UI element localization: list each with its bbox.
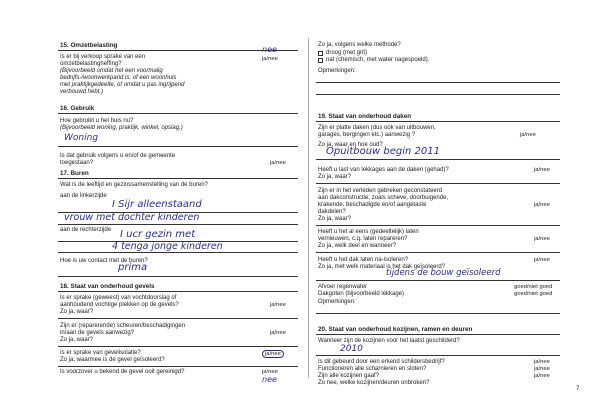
- s18-question: aanhoudend vochtige plekken op de gevels?: [60, 302, 179, 308]
- s15-handwritten-answer: nee: [262, 45, 277, 54]
- s19-question: Afvoer regenwater: [318, 284, 368, 290]
- s19-handwritten-answer: tijdens de bouw geïsoleerd: [386, 268, 501, 278]
- section-16-title: 16. Gebruik: [60, 105, 95, 112]
- s15-ja-nee: ja/nee: [262, 56, 278, 62]
- s19-ja-nee: ja/nee: [520, 132, 536, 138]
- section-20-title: 20. Staat van onderhoud kozijnen, ramen en deuren: [318, 326, 473, 333]
- s19-question: Zo ja, waar en hoe oud?: [318, 142, 383, 148]
- s19-ja-nee: ja/nee: [534, 202, 550, 208]
- answer-line: [316, 183, 560, 184]
- s18-question: Zo ja, waarmee is de gevel geïsoleerd?: [60, 357, 165, 363]
- section-16-rule: [58, 113, 298, 114]
- s18-question: Zijn er (reparerende) scheuren/beschadigingen: [60, 323, 186, 329]
- s19-ja-nee: ja/nee: [534, 257, 550, 263]
- s19-question: Heeft u het dak laten na-isoleren?: [318, 257, 409, 263]
- answer-line: [316, 225, 560, 226]
- s16-question: (Bijvoorbeeld woning, praktijk, winkel, opslag.): [60, 125, 183, 131]
- s19-question: krakende, beschadigde en/of aangetaste: [318, 202, 427, 208]
- section-19-rule: [316, 121, 560, 122]
- r-option: nat (chemisch, met water nagespoeld).: [326, 57, 430, 63]
- answer-line: [316, 280, 560, 281]
- answer-line: [316, 159, 560, 160]
- answer-line: [316, 94, 560, 95]
- s20-question: Functioneren alle scharnieren en sloten?: [318, 366, 427, 372]
- r-remarks-label: Opmerkingen:: [318, 299, 356, 305]
- s19-ja-nee: ja/nee: [534, 167, 550, 173]
- s18-ja-nee: ja/nee: [262, 369, 278, 375]
- page-number: 7: [576, 386, 580, 392]
- s18-ja-nee: ja/nee: [270, 330, 286, 336]
- s20-question: Wanneer zijn de kozijnen voor het laatst geschilderd?: [318, 338, 460, 344]
- answer-line: [316, 252, 560, 253]
- s18-question: Zo ja, waar?: [60, 309, 94, 315]
- answer-line: [58, 146, 298, 147]
- s19-question: Zo ja, welk deel en wanneer?: [318, 243, 397, 249]
- answer-line: [58, 224, 298, 225]
- s19-question: dakdelen?: [318, 209, 346, 215]
- section-19-title: 19. Staat van onderhoud daken: [318, 113, 412, 120]
- s17-question: Hoe is uw contact met de buren?: [60, 258, 148, 264]
- s20-ja-nee: ja/nee: [534, 373, 550, 379]
- answer-line: [316, 313, 560, 314]
- s20-question: Zo nee, welke kozijnen/deuren onbroken?: [318, 380, 430, 386]
- s20-question: Is dit gebeurd door een erkend schildersbedrijf?: [318, 359, 445, 365]
- answer-line: [58, 346, 298, 347]
- checkbox-nat[interactable]: [318, 58, 323, 63]
- s18-ja-nee: ja/nee: [262, 350, 284, 358]
- s19-question: Zijn er platte daken (dus ook van uitbouwen,: [318, 125, 436, 131]
- s17-handwritten-answer: I Sijr alleenstaand: [112, 199, 202, 210]
- s19-good-notgood: goed/niet goed: [514, 291, 553, 297]
- column-divider: [308, 38, 309, 378]
- s16-question: Is dat gebruik volgens u en/of de gemeente: [60, 153, 176, 159]
- s15-question: Is er bij verkoop sprake van een: [60, 54, 146, 60]
- s18-ja-nee: ja/nee: [270, 302, 286, 308]
- s19-question: Zo ja, waar?: [318, 174, 352, 180]
- s15-question: bedrijfs-/woonwerkpand is, of een woonhuis: [60, 75, 177, 81]
- section-18-rule: [58, 291, 298, 292]
- s19-question: Heeft u last van lekkages aan de daken (gehad)?: [318, 167, 449, 173]
- s19-question: Zijn er in het verleden gebreken geconstateerd: [318, 188, 443, 194]
- s19-question: aan dakconstructie, zoals scheve, doorbuigende,: [318, 195, 449, 201]
- s17-handwritten-answer: I ucr gezin met: [120, 229, 196, 240]
- s19-question: garages, bergingen etc.) aanwezig ?: [318, 132, 416, 138]
- s18-question: Is voorzover u bekend de gevel ooit gereinigd?: [60, 369, 185, 375]
- s16-question: toegestaan?: [60, 160, 94, 166]
- s16-question: Hoe gebruikt u het huis nu?: [60, 118, 134, 124]
- section-18-title: 18. Staat van onderhoud gevels: [60, 283, 155, 290]
- s19-question: Zo ja, waar?: [318, 216, 352, 222]
- answer-line: [58, 318, 298, 319]
- s15-question: omzetbelastingheffing?: [60, 61, 122, 67]
- s16-ja-nee: ja/nee: [270, 160, 286, 166]
- s19-question: Dakgoten (bijvoorbeeld lekkage): [318, 291, 405, 297]
- s19-handwritten-answer: Opuitbouw begin 2011: [326, 146, 441, 157]
- s18-question: Is er sprake van gevelisolatie?: [60, 350, 141, 356]
- s17-handwritten-answer: prima: [118, 262, 148, 273]
- s17-handwritten-answer: 4 tenga jonge kinderen: [112, 241, 223, 252]
- section-17-title: 17. Buren: [60, 170, 89, 177]
- s18-question: Is er sprake (geweest) van vochtdoorslag of: [60, 295, 177, 301]
- section-20-rule: [316, 334, 560, 335]
- s15-question: met praktijkgedeelte, of omdat u pas ingrijpend: [60, 82, 185, 88]
- answer-line: [58, 252, 298, 253]
- s17-question: aan de linkerzijde: [60, 193, 107, 199]
- s19-ja-nee: ja/nee: [534, 236, 550, 242]
- s15-question: (Bijvoorbeeld omdat het een voormalig: [60, 68, 163, 74]
- section-15-title: 15. Omzetbelasting: [60, 42, 118, 49]
- s15-question: verbouwd hebt.): [60, 89, 104, 95]
- s17-handwritten-answer: vrouw met dochter kinderen: [64, 212, 200, 223]
- r-question: Zo ja, volgens welke methode?: [318, 42, 401, 48]
- r-option: droog (met grit): [326, 50, 368, 56]
- s18-question: Zo ja, waar?: [60, 337, 94, 343]
- r-remarks-label: Opmerkingen:: [318, 68, 356, 74]
- s20-ja-nee: ja/nee: [534, 359, 550, 365]
- answer-line: [58, 276, 298, 277]
- s19-question: Heeft u het al eens (gedeeltelijk) laten: [318, 229, 419, 235]
- s20-question: Zijn alle kozijnen gaaf?: [318, 373, 380, 379]
- s16-handwritten-answer: Woning: [64, 133, 99, 143]
- s18-question: in/aan de gevels aanwezig?: [60, 330, 135, 336]
- s19-good-notgood: goed/niet goed: [514, 284, 553, 290]
- s20-handwritten-answer: 2010: [340, 344, 363, 354]
- s19-question: Zo ja, met welk materiaal is het dak geïsoleerd?: [318, 264, 446, 270]
- s19-question: vernieuwen, c.q. laten repareren?: [318, 236, 408, 242]
- section-17-rule: [58, 178, 298, 179]
- s20-ja-nee: ja/nee: [534, 366, 550, 372]
- answer-line: [316, 355, 560, 356]
- s17-question: Wat is de leeftijd en gezinssamenstelling van de buren?: [60, 182, 208, 188]
- checkbox-droog[interactable]: [318, 51, 323, 56]
- s18-handwritten-answer: nee: [262, 375, 277, 384]
- answer-line: [58, 366, 298, 367]
- s17-question: aan de rechterzijde: [60, 227, 112, 233]
- answer-line: [316, 82, 560, 83]
